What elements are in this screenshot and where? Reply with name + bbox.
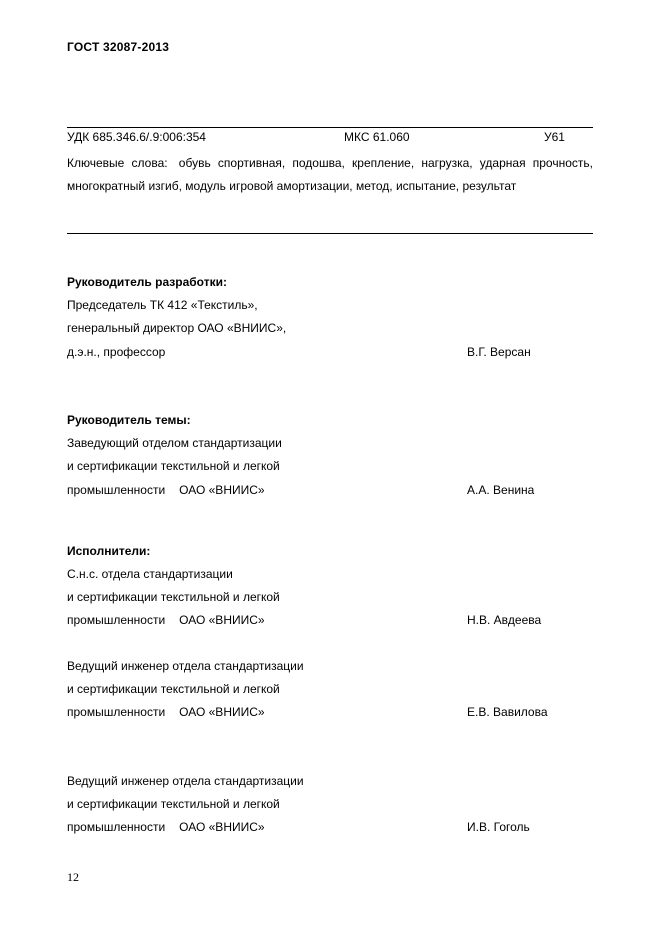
keywords-block	[67, 152, 593, 198]
executor-name: Е.В. Вавилова	[467, 705, 548, 719]
head-of-development-line: генеральный директор ОАО «ВНИИС»,	[67, 321, 287, 335]
executor-line: Ведущий инженер отдела стандартизации	[67, 774, 304, 788]
head-of-topic-line: Заведующий отделом стандартизации	[67, 436, 282, 450]
keywords-label: Ключевые слова:	[67, 156, 168, 170]
executor-line: и сертификации текстильной и легкой	[67, 797, 280, 811]
head-of-development-title: Руководитель разработки:	[67, 275, 227, 289]
keywords-text: обувь спортивная, подошва, крепление, нагрузка, ударная прочность, многократный изгиб, модуль игровой амортизации, метод, испытание, результат	[67, 156, 593, 193]
executor-line: и сертификации текстильной и легкой	[67, 682, 280, 696]
executor-line: и сертификации текстильной и легкой	[67, 590, 280, 604]
executor-line	[67, 820, 265, 834]
mks-code: МКС 61.060	[344, 130, 410, 144]
executor-org: ОАО «ВНИИС»	[179, 820, 265, 834]
head-of-development-line: д.э.н., профессор	[67, 345, 166, 359]
okstu-code: У61	[544, 130, 565, 144]
udk-code: УДК 685.346.6/.9:006:354	[67, 130, 206, 144]
executor-name: И.В. Гоголь	[467, 820, 530, 834]
executor-line: Ведущий инженер отдела стандартизации	[67, 659, 304, 673]
page-number: 12	[67, 870, 79, 884]
head-of-topic-line-text: промышленности	[67, 483, 166, 497]
executor-line-text: промышленности	[67, 613, 166, 627]
head-of-development-name: В.Г. Версан	[467, 345, 531, 359]
top-divider	[67, 127, 593, 128]
executor-org: ОАО «ВНИИС»	[179, 705, 265, 719]
bottom-divider	[67, 233, 593, 234]
executors-title: Исполнители:	[67, 544, 151, 558]
executor-line: С.н.с. отдела стандартизации	[67, 567, 233, 581]
head-of-topic-line: и сертификации текстильной и легкой	[67, 459, 280, 473]
executor-org: ОАО «ВНИИС»	[179, 613, 265, 627]
head-of-development-line: Председатель ТК 412 «Текстиль»,	[67, 298, 258, 312]
head-of-topic-name: А.А. Венина	[467, 483, 535, 497]
standard-code: ГОСТ 32087-2013	[67, 40, 170, 54]
executor-line	[67, 705, 265, 719]
executor-line-text: промышленности	[67, 820, 166, 834]
executor-name: Н.В. Авдеева	[467, 613, 542, 627]
executor-line-text: промышленности	[67, 705, 166, 719]
head-of-topic-line	[67, 483, 265, 497]
head-of-topic-title: Руководитель темы:	[67, 413, 191, 427]
executor-line	[67, 613, 265, 627]
head-of-topic-org: ОАО «ВНИИС»	[179, 483, 265, 497]
